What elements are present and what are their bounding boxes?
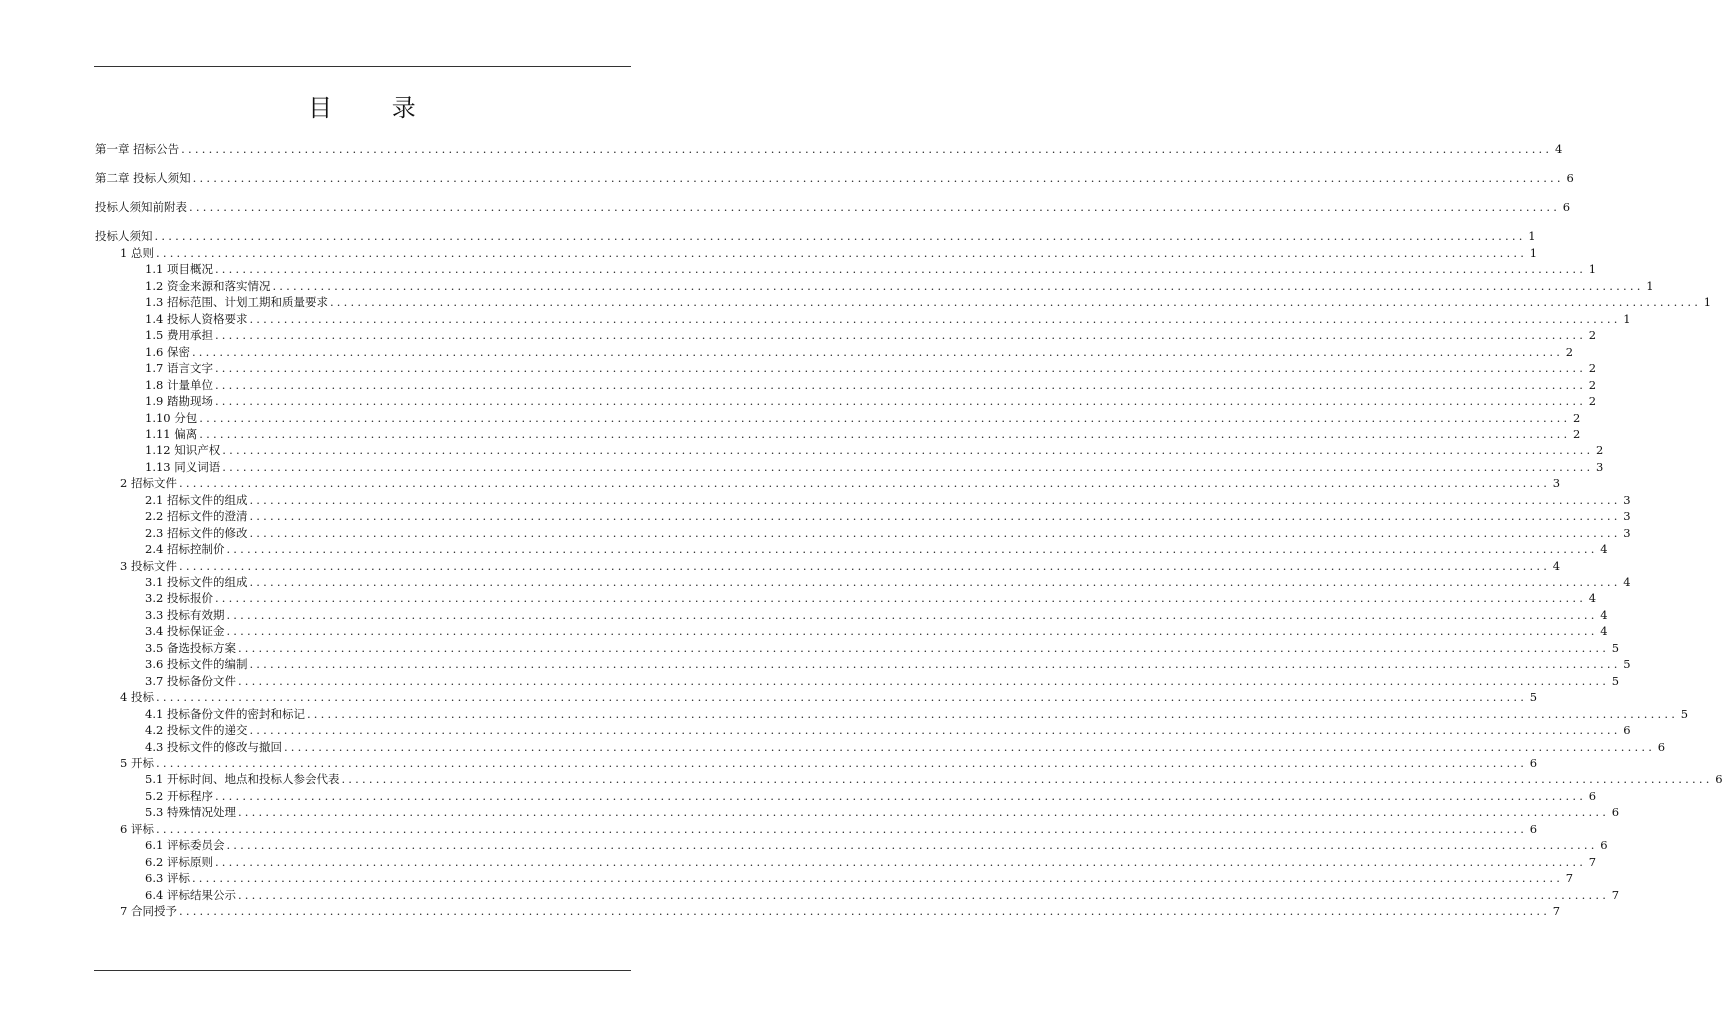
toc-entry-label: 1.8 计量单位 bbox=[145, 377, 213, 392]
toc-entry-label: 1.1 项目概况 bbox=[145, 262, 213, 277]
toc-dot-leader: ........................................................................................................................................................................................................ bbox=[226, 542, 1598, 557]
toc-entry[interactable] bbox=[120, 903, 1561, 920]
toc-entry-label: 1.5 费用承担 bbox=[145, 328, 213, 343]
toc-entry[interactable] bbox=[145, 393, 1597, 410]
header-rule bbox=[94, 66, 631, 67]
toc-entry-label: 1.13 同义词语 bbox=[145, 459, 221, 474]
toc-entry-page-number: 4 bbox=[1600, 607, 1608, 622]
toc-entry-label: 5.3 特殊情况处理 bbox=[145, 805, 236, 820]
toc-entry-page-number: 1 bbox=[1528, 229, 1536, 243]
toc-dot-leader: ........................................................................................................................................................................................................ bbox=[222, 443, 1594, 458]
toc-entry[interactable] bbox=[145, 854, 1597, 871]
toc-entry-label: 3.7 投标备份文件 bbox=[145, 673, 236, 688]
toc-dot-leader: ........................................................................................................................................................................................................ bbox=[249, 311, 1621, 326]
toc-entry-page-number: 7 bbox=[1611, 887, 1620, 902]
toc-entry-label: 3.2 投标报价 bbox=[145, 591, 213, 606]
toc-entry[interactable] bbox=[145, 492, 1631, 509]
toc-dot-leader: ........................................................................................................................................................................................................ bbox=[237, 640, 1610, 655]
toc-dot-leader: ........................................................................................................................................................................................................ bbox=[192, 171, 1564, 185]
toc-entry[interactable] bbox=[145, 887, 1620, 904]
toc-entry-label: 4.1 投标备份文件的密封和标记 bbox=[145, 706, 305, 721]
toc-dot-leader: ........................................................................................................................................................................................................ bbox=[155, 246, 1528, 260]
toc-entry-label: 3.1 投标文件的组成 bbox=[145, 575, 248, 589]
toc-entry[interactable] bbox=[145, 640, 1620, 657]
toc-entry[interactable] bbox=[120, 689, 1538, 706]
toc-entry[interactable] bbox=[145, 278, 1654, 295]
toc-dot-leader: ........................................................................................................................................................................................................ bbox=[155, 755, 1528, 770]
toc-entry-page-number: 6 bbox=[1657, 739, 1666, 754]
toc-entry[interactable] bbox=[145, 327, 1597, 344]
toc-entry-page-number: 5 bbox=[1611, 673, 1620, 688]
toc-entry-page-number: 4 bbox=[1552, 558, 1561, 573]
toc-entry-label: 投标人须知 bbox=[95, 229, 153, 243]
toc-entry-page-number: 2 bbox=[1573, 426, 1581, 441]
toc-entry[interactable] bbox=[145, 311, 1631, 328]
toc-entry-page-number: 6 bbox=[1600, 838, 1608, 853]
toc-entry[interactable] bbox=[145, 294, 1712, 311]
toc-dot-leader: ........................................................................................................................................................................................................ bbox=[237, 673, 1610, 688]
toc-entry-page-number: 2 bbox=[1588, 394, 1597, 409]
toc-entry-label: 4.3 投标文件的修改与撤回 bbox=[145, 739, 282, 754]
toc-entry-page-number: 6 bbox=[1562, 200, 1571, 214]
toc-dot-leader: ........................................................................................................................................................................................................ bbox=[214, 854, 1587, 869]
toc-dot-leader: ........................................................................................................................................................................................................ bbox=[249, 525, 1621, 540]
toc-entry-label: 5.1 开标时间、地点和投标人参会代表 bbox=[145, 772, 340, 787]
toc-entry-page-number: 4 bbox=[1623, 575, 1631, 589]
toc-entry-label: 2.3 招标文件的修改 bbox=[145, 525, 248, 540]
toc-dot-leader: ........................................................................................................................................................................................................ bbox=[214, 377, 1587, 392]
toc-dot-leader: ........................................................................................................................................................................................................ bbox=[155, 821, 1528, 836]
toc-entry-page-number: 5 bbox=[1623, 657, 1631, 672]
toc-entry-page-number: 2 bbox=[1596, 443, 1604, 458]
toc-dot-leader: ........................................................................................................................................................................................................ bbox=[214, 591, 1587, 606]
toc-entry-label: 1.10 分包 bbox=[145, 410, 198, 425]
toc-entry-page-number: 3 bbox=[1623, 509, 1631, 524]
toc-entry[interactable] bbox=[145, 410, 1581, 427]
toc-entry-page-number: 6 bbox=[1611, 805, 1620, 820]
toc-entry-page-number: 4 bbox=[1600, 542, 1608, 557]
toc-entry[interactable] bbox=[95, 170, 1574, 187]
toc-dot-leader: ........................................................................................................................................................................................................ bbox=[249, 657, 1621, 672]
toc-dot-leader: ........................................................................................................................................................................................................ bbox=[341, 772, 1713, 787]
toc-entry-page-number: 5 bbox=[1611, 640, 1620, 655]
toc-entry-page-number: 2 bbox=[1588, 377, 1597, 392]
toc-dot-leader: ........................................................................................................................................................................................................ bbox=[199, 426, 1571, 441]
toc-entry-page-number: 7 bbox=[1588, 854, 1597, 869]
toc-dot-leader: ........................................................................................................................................................................................................ bbox=[222, 459, 1594, 474]
toc-entry[interactable] bbox=[120, 821, 1538, 838]
toc-entry[interactable] bbox=[145, 377, 1597, 394]
toc-entry-label: 1.6 保密 bbox=[145, 344, 190, 359]
toc-entry-label: 5.2 开标程序 bbox=[145, 788, 213, 803]
toc-entry[interactable] bbox=[120, 755, 1538, 772]
toc-entry-label: 2.4 招标控制价 bbox=[145, 542, 225, 557]
toc-dot-leader: ........................................................................................................................................................................................................ bbox=[214, 394, 1587, 409]
toc-entry-label: 6 评标 bbox=[120, 821, 154, 836]
toc-entry[interactable] bbox=[95, 228, 1536, 245]
toc-dot-leader: ........................................................................................................................................................................................................ bbox=[214, 328, 1587, 343]
toc-entry-label: 1.11 偏离 bbox=[145, 426, 198, 441]
toc-entry-page-number: 6 bbox=[1588, 788, 1597, 803]
toc-dot-leader: ........................................................................................................................................................................................................ bbox=[272, 278, 1644, 293]
toc-dot-leader: ........................................................................................................................................................................................................ bbox=[249, 492, 1621, 507]
toc-entry-page-number: 2 bbox=[1588, 328, 1597, 343]
toc-entry-page-number: 7 bbox=[1552, 904, 1561, 918]
toc-entry-label: 1.9 踏勘现场 bbox=[145, 394, 213, 409]
toc-entry[interactable] bbox=[145, 607, 1608, 624]
toc-dot-leader: ........................................................................................................................................................................................................ bbox=[214, 361, 1587, 376]
toc-entry[interactable] bbox=[145, 360, 1597, 377]
toc-entry-page-number: 1 bbox=[1623, 311, 1631, 326]
toc-entry[interactable] bbox=[145, 590, 1597, 607]
toc-dot-leader: ........................................................................................................................................................................................................ bbox=[178, 904, 1551, 918]
toc-dot-leader: ........................................................................................................................................................................................................ bbox=[249, 575, 1621, 589]
toc-dot-leader: ........................................................................................................................................................................................................ bbox=[214, 262, 1587, 277]
toc-entry-label: 7 合同授予 bbox=[120, 904, 177, 918]
toc-entry[interactable] bbox=[145, 739, 1666, 756]
toc-entry[interactable] bbox=[120, 558, 1561, 575]
toc-dot-leader: ........................................................................................................................................................................................................ bbox=[226, 838, 1598, 853]
toc-entry-label: 6.4 评标结果公示 bbox=[145, 887, 236, 902]
toc-entry[interactable] bbox=[145, 261, 1597, 278]
toc-entry-label: 3.4 投标保证金 bbox=[145, 624, 225, 639]
toc-entry-label: 3.5 备选投标方案 bbox=[145, 640, 236, 655]
toc-entry-page-number: 4 bbox=[1554, 142, 1563, 156]
toc-entry-page-number: 3 bbox=[1623, 492, 1631, 507]
toc-entry[interactable] bbox=[145, 426, 1581, 443]
toc-dot-leader: ........................................................................................................................................................................................................ bbox=[283, 739, 1656, 754]
toc-dot-leader: ........................................................................................................................................................................................................ bbox=[189, 200, 1561, 214]
toc-dot-leader: ........................................................................................................................................................................................................ bbox=[154, 229, 1526, 243]
toc-entry-page-number: 3 bbox=[1596, 459, 1604, 474]
toc-entry-label: 6.1 评标委员会 bbox=[145, 838, 225, 853]
toc-entry-page-number: 6 bbox=[1715, 772, 1723, 787]
toc-entry[interactable] bbox=[145, 574, 1631, 591]
toc-entry-page-number: 3 bbox=[1552, 476, 1561, 491]
toc-entry-label: 1.4 投标人资格要求 bbox=[145, 311, 248, 326]
toc-entry-label: 2.1 招标文件的组成 bbox=[145, 492, 248, 507]
toc-dot-leader: ........................................................................................................................................................................................................ bbox=[178, 476, 1551, 491]
page-title: 目 录 bbox=[308, 94, 442, 122]
toc-dot-leader: ........................................................................................................................................................................................................ bbox=[226, 607, 1598, 622]
toc-entry[interactable] bbox=[145, 771, 1723, 788]
toc-entry-page-number: 2 bbox=[1573, 410, 1581, 425]
toc-entry-label: 第一章 招标公告 bbox=[95, 142, 180, 156]
toc-dot-leader: ........................................................................................................................................................................................................ bbox=[329, 295, 1702, 310]
toc-entry-page-number: 1 bbox=[1646, 278, 1654, 293]
toc-entry[interactable] bbox=[145, 442, 1604, 459]
toc-entry-page-number: 6 bbox=[1623, 723, 1631, 738]
toc-entry-page-number: 2 bbox=[1565, 344, 1574, 359]
toc-entry[interactable] bbox=[145, 706, 1689, 723]
toc-entry[interactable] bbox=[145, 722, 1631, 739]
toc-dot-leader: ........................................................................................................................................................................................................ bbox=[249, 723, 1621, 738]
toc-entry[interactable] bbox=[95, 199, 1571, 216]
toc-dot-leader: ........................................................................................................................................................................................................ bbox=[306, 706, 1679, 721]
toc-entry[interactable] bbox=[145, 788, 1597, 805]
toc-entry[interactable] bbox=[145, 804, 1620, 821]
toc-dot-leader: ........................................................................................................................................................................................................ bbox=[181, 142, 1553, 156]
toc-entry-page-number: 1 bbox=[1529, 246, 1538, 260]
toc-entry-label: 1.12 知识产权 bbox=[145, 443, 221, 458]
toc-entry[interactable] bbox=[145, 623, 1608, 640]
toc-entry-page-number: 4 bbox=[1588, 591, 1597, 606]
toc-entry-page-number: 1 bbox=[1588, 262, 1597, 277]
toc-entry-page-number: 3 bbox=[1623, 525, 1631, 540]
toc-entry-label: 1.2 资金来源和落实情况 bbox=[145, 278, 271, 293]
toc-dot-leader: ........................................................................................................................................................................................................ bbox=[237, 887, 1610, 902]
toc-entry-label: 投标人须知前附表 bbox=[95, 200, 187, 214]
toc-entry[interactable] bbox=[145, 673, 1620, 690]
toc-dot-leader: ........................................................................................................................................................................................................ bbox=[249, 509, 1621, 524]
toc-entry-page-number: 5 bbox=[1529, 690, 1538, 705]
toc-entry[interactable] bbox=[120, 475, 1561, 492]
toc-dot-leader: ........................................................................................................................................................................................................ bbox=[155, 690, 1528, 705]
toc-dot-leader: ........................................................................................................................................................................................................ bbox=[226, 624, 1598, 639]
toc-dot-leader: ........................................................................................................................................................................................................ bbox=[178, 558, 1551, 573]
toc-entry-label: 第二章 投标人须知 bbox=[95, 171, 191, 185]
toc-entry-label: 4 投标 bbox=[120, 690, 154, 705]
toc-entry-page-number: 1 bbox=[1703, 295, 1712, 310]
toc-entry-label: 3.6 投标文件的编制 bbox=[145, 657, 248, 672]
toc-entry-page-number: 2 bbox=[1588, 361, 1597, 376]
toc-entry-label: 2 招标文件 bbox=[120, 476, 177, 491]
toc-entry-label: 6.3 评标 bbox=[145, 871, 190, 886]
toc-entry-label: 5 开标 bbox=[120, 755, 154, 770]
toc-entry[interactable] bbox=[95, 141, 1563, 158]
toc-entry[interactable] bbox=[145, 459, 1604, 476]
toc-dot-leader: ........................................................................................................................................................................................................ bbox=[237, 805, 1610, 820]
toc-entry-page-number: 5 bbox=[1680, 706, 1689, 721]
toc-entry-label: 3.3 投标有效期 bbox=[145, 607, 225, 622]
toc-entry-label: 1.7 语言文字 bbox=[145, 361, 213, 376]
toc-entry-page-number: 6 bbox=[1566, 171, 1574, 185]
toc-entry-page-number: 4 bbox=[1600, 624, 1608, 639]
toc-dot-leader: ........................................................................................................................................................................................................ bbox=[214, 788, 1587, 803]
toc-entry[interactable] bbox=[145, 525, 1631, 542]
toc-entry-page-number: 6 bbox=[1529, 821, 1538, 836]
toc-entry-label: 4.2 投标文件的递交 bbox=[145, 723, 248, 738]
toc-entry[interactable] bbox=[120, 245, 1538, 262]
toc-entry-label: 1 总则 bbox=[120, 246, 154, 260]
toc-entry-label: 6.2 评标原则 bbox=[145, 854, 213, 869]
footer-rule bbox=[94, 970, 631, 971]
toc-entry-page-number: 7 bbox=[1565, 871, 1574, 886]
toc-dot-leader: ........................................................................................................................................................................................................ bbox=[191, 871, 1564, 886]
toc-entry-label: 1.3 招标范围、计划工期和质量要求 bbox=[145, 295, 328, 310]
toc-entry-page-number: 6 bbox=[1529, 755, 1538, 770]
toc-entry[interactable] bbox=[145, 508, 1631, 525]
toc-dot-leader: ........................................................................................................................................................................................................ bbox=[191, 344, 1564, 359]
toc-entry[interactable] bbox=[145, 870, 1574, 887]
toc-entry[interactable] bbox=[145, 541, 1608, 558]
toc-entry-label: 2.2 招标文件的澄清 bbox=[145, 509, 248, 524]
toc-entry[interactable] bbox=[145, 656, 1631, 673]
toc-entry-label: 3 投标文件 bbox=[120, 558, 177, 573]
toc-entry[interactable] bbox=[145, 344, 1574, 361]
toc-entry[interactable] bbox=[145, 837, 1608, 854]
toc-dot-leader: ........................................................................................................................................................................................................ bbox=[199, 410, 1571, 425]
